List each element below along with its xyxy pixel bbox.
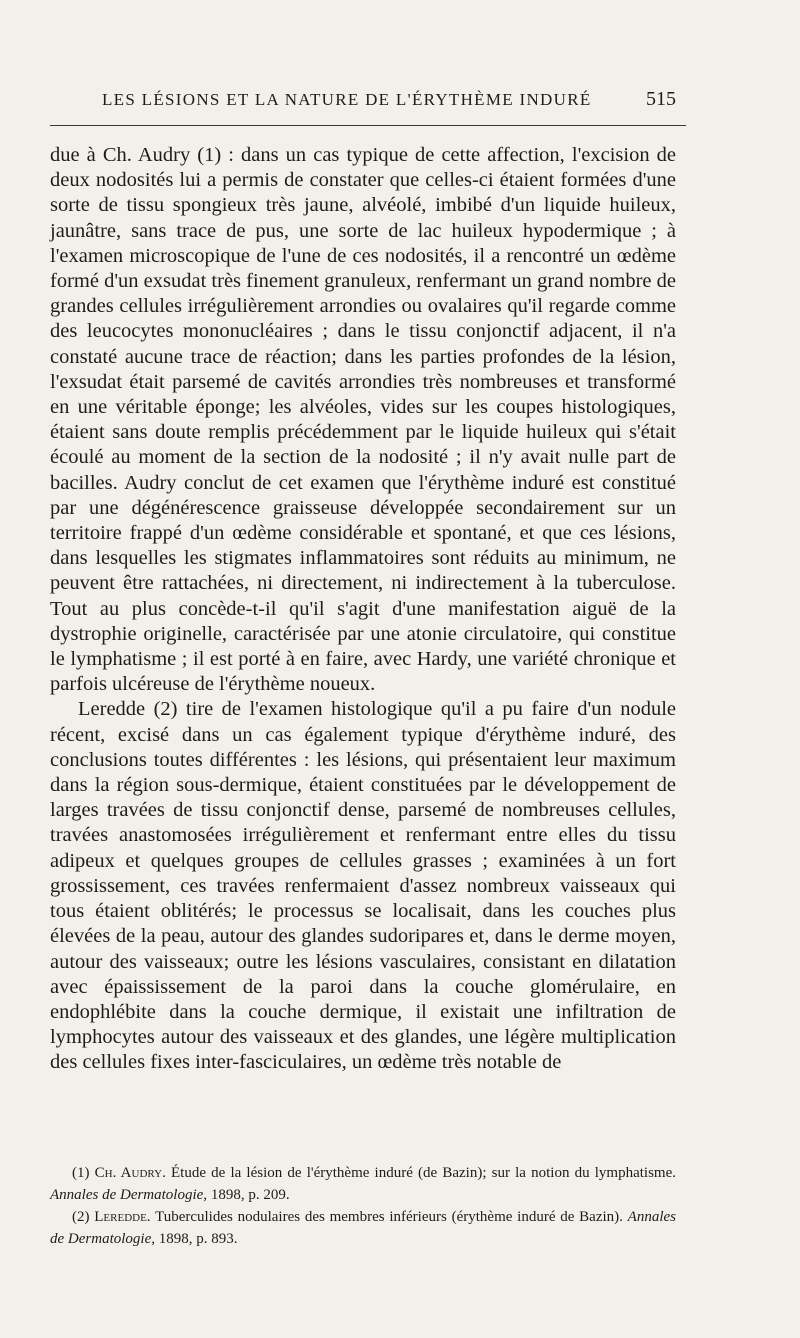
footnote-1	[50, 1162, 676, 1206]
footnote-ref: 1898, p. 893.	[158, 1231, 238, 1247]
paragraph-leredde: Leredde (2) tire de l'examen histologique qu'il a pu faire d'un nodule récent, excisé dans un cas également typique d'érythème induré, des conclusions toutes différentes : les lésions, qui présentaient leur maximum dans la région sous-dermique, étaient constituées par le développement de larges travées de tissu conjonctif dense, parsemé de nombreuses cellules, travées anastomosées irrégulièrement et renfermant entre elles du tissu adipeux et quelques groupes de cellules grasses ; examinées à un fort grossissement, ces travées renfermaient d'assez nombreux vaisseaux qui tous étaient oblitérés; le processus se localisait, dans les couches plus élevées de la peau, autour des glandes sudoripares et, dans le derme moyen, autour des vaisseaux; outre les lésions vasculaires, consistant en dilatation avec épaississement de la paroi dans la couche glomérulaire, en endophlébite dans la couche dermique, il existait une infiltration de lymphocytes autour des vaisseaux et des glandes, une légère multiplication des cellules fixes inter-fasciculaires, un œdème très notable de	[50, 698, 676, 1074]
footnotes	[50, 1162, 676, 1250]
footnote-title: Étude de la lésion de l'érythème induré (de Bazin); sur la notion du lymphatisme.	[170, 1165, 676, 1181]
footnote-marker: (2)	[72, 1209, 90, 1225]
running-title: LES LÉSIONS ET LA NATURE DE L'ÉRYTHÈME INDURÉ	[102, 90, 592, 109]
footnote-author: Leredde.	[94, 1209, 151, 1225]
footnote-author: Ch. Audry.	[94, 1165, 166, 1181]
running-header	[50, 88, 676, 111]
footnote-marker: (1)	[72, 1165, 90, 1181]
footnote-ref: 1898, p. 209.	[210, 1187, 290, 1203]
header-rule	[50, 125, 686, 126]
body-text	[50, 143, 676, 1076]
footnote-journal: Annales de Dermatologie,	[50, 1209, 676, 1247]
page-number: 515	[646, 88, 676, 110]
footnote-title: Tuberculides nodulaires des membres inférieurs (érythème induré de Bazin).	[155, 1209, 623, 1225]
footnote-2	[50, 1206, 676, 1250]
paragraph-audry: due à Ch. Audry (1) : dans un cas typique de cette affection, l'excision de deux nodosités lui a permis de constater que celles-ci étaient formées d'une sorte de tissu spongieux très jaune, alvéolé, imbibé d'un liquide huileux, jaunâtre, sans trace de pus, une sorte de lac huileux hypodermique ; à l'examen microscopique de l'une de ces nodosités, il a rencontré un œdème formé d'un exsudat très finement granuleux, renfermant un grand nombre de grandes cellules irrégulièrement arrondies ou ovalaires qu'il regarde comme des leucocytes mononucléaires ; dans le tissu conjonctif adjacent, il n'a constaté aucune trace de réaction; dans les parties profondes de la lésion, l'exsudat était parsemé de cavités arrondies très nombreuses et transformé en une véritable éponge; les alvéoles, vides sur les coupes histologiques, étaient sans doute remplis précédemment par le liquide huileux qui s'était écoulé au moment de la section de la nodosité ; il n'y avait nulle part de bacilles. Audry conclut de cet examen que l'érythème induré est constitué par une dégénérescence graisseuse développée secondairement sur un territoire frappé d'un œdème considérable et spontané, et que ces lésions, dans lesquelles les stigmates inflammatoires sont réduits au minimum, ne peuvent être rattachées, ni directement, ni indirectement à la tuberculose. Tout au plus concède-t-il qu'il s'agit d'une manifestation aiguë de la dystrophie originelle, caractérisée par une atonie circulatoire, qui constitue le lymphatisme ; il est porté à en faire, avec Hardy, une variété chronique et parfois ulcéreuse de l'érythème noueux.	[50, 144, 676, 696]
footnote-journal: Annales de Dermatologie,	[50, 1187, 208, 1203]
